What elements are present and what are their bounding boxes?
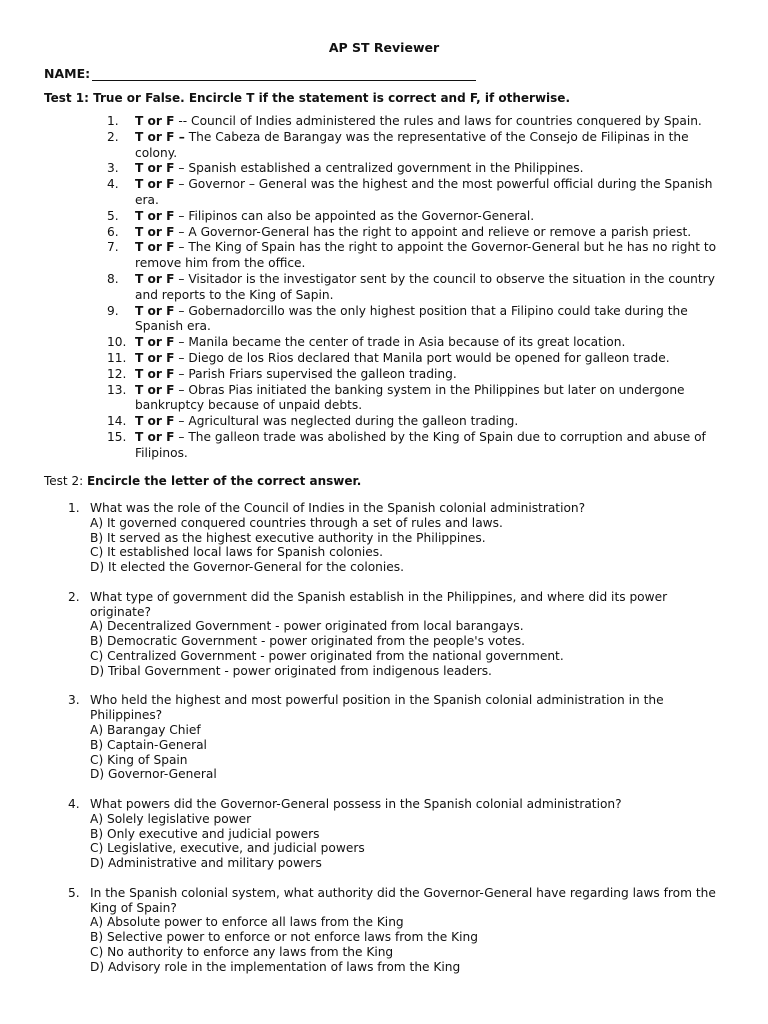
- test2-list: [44, 501, 724, 989]
- answer-choice[interactable]: C) Legislative, executive, and judicial powers: [90, 841, 365, 856]
- test1-heading: Test 1: True or False. Encircle T if the statement is correct and F, if otherwise.: [44, 91, 571, 105]
- true-false-choice[interactable]: T or F: [135, 366, 175, 381]
- true-false-choice[interactable]: T or F: [135, 177, 175, 192]
- answer-choice[interactable]: D) It elected the Governor-General for the colonies.: [90, 560, 405, 575]
- tf-item: [44, 177, 724, 209]
- true-false-choice[interactable]: T or F: [135, 208, 175, 223]
- tf-item-number: 8.: [107, 271, 119, 286]
- question-item: [44, 590, 724, 679]
- answer-choice[interactable]: B) Selective power to enforce or not enforce laws from the King: [90, 930, 478, 945]
- tf-item: [44, 304, 724, 336]
- answer-choice[interactable]: B) It served as the highest executive authority in the Philippines.: [90, 530, 486, 545]
- tf-statement: -- Council of Indies administered the rules and laws for countries conquered by Spain.: [174, 114, 702, 128]
- answer-choice[interactable]: B) Captain-General: [90, 737, 207, 752]
- tf-item: [44, 225, 724, 241]
- answer-choice[interactable]: D) Governor-General: [90, 767, 217, 782]
- true-false-choice[interactable]: T or F: [135, 303, 175, 318]
- question-number: 2.: [68, 589, 80, 604]
- question-number: 5.: [68, 885, 80, 900]
- tf-statement: – A Governor-General has the right to appoint and relieve or remove a parish priest.: [174, 224, 692, 239]
- tf-statement: – Filipinos can also be appointed as the Governor-General.: [174, 208, 535, 223]
- true-false-choice[interactable]: T or F: [135, 114, 175, 128]
- answer-choice[interactable]: A) Barangay Chief: [90, 722, 201, 737]
- answer-choice[interactable]: C) No authority to enforce any laws from the King: [90, 944, 394, 959]
- answer-choice[interactable]: D) Tribal Government - power originated from indigenous leaders.: [90, 663, 492, 678]
- question-text: What type of government did the Spanish establish in the Philippines, and where did its power originate?: [90, 589, 668, 619]
- name-blank-line[interactable]: [92, 67, 476, 81]
- answer-choice[interactable]: C) It established local laws for Spanish colonies.: [90, 545, 383, 560]
- tf-statement: – Spanish established a centralized government in the Philippines.: [174, 161, 584, 176]
- answer-choice[interactable]: C) Centralized Government - power originated from the national government.: [90, 648, 564, 663]
- tf-item: [44, 272, 724, 304]
- test1-list: [44, 114, 724, 462]
- answer-choice[interactable]: A) It governed conquered countries through a set of rules and laws.: [90, 515, 503, 530]
- tf-statement: – Obras Pias initiated the banking system in the Philippines but later on undergone bankruptcy because of unpaid debts.: [135, 382, 685, 413]
- tf-item: [44, 430, 724, 462]
- tf-item-number: 4.: [107, 177, 119, 192]
- page-title: AP ST Reviewer: [328, 40, 440, 55]
- answer-choice[interactable]: A) Absolute power to enforce all laws from the King: [90, 915, 404, 930]
- question-item: [44, 501, 724, 575]
- true-false-choice[interactable]: T or F: [135, 350, 175, 365]
- tf-statement: – Parish Friars supervised the galleon trading.: [174, 366, 457, 381]
- question-item: [44, 797, 724, 871]
- tf-item: [44, 209, 724, 225]
- tf-item-number: 5.: [107, 208, 119, 223]
- question-text: In the Spanish colonial system, what authority did the Governor-General have regarding laws from the King of Spain?: [90, 885, 716, 915]
- answer-choice[interactable]: B) Only executive and judicial powers: [90, 826, 320, 841]
- tf-item: [44, 161, 724, 177]
- question-number: 3.: [68, 693, 80, 708]
- tf-item-number: 15.: [107, 429, 127, 444]
- question-text: What was the role of the Council of Indies in the Spanish colonial administration?: [90, 501, 586, 515]
- tf-item: [44, 130, 724, 162]
- test2-heading-prefix: Test 2:: [44, 474, 87, 488]
- answer-choice[interactable]: A) Decentralized Government - power originated from local barangays.: [90, 619, 524, 634]
- tf-item: [44, 351, 724, 367]
- tf-item-number: 11.: [107, 350, 127, 365]
- tf-item-number: 2.: [107, 129, 119, 144]
- tf-item-number: 7.: [107, 240, 119, 255]
- answer-choice[interactable]: B) Democratic Government - power originated from the people's votes.: [90, 634, 526, 649]
- question-text: Who held the highest and most powerful position in the Spanish colonial administration in the Philippines?: [90, 693, 664, 723]
- tf-statement: The Cabeza de Barangay was the representative of the Consejo de Filipinas in the colony.: [135, 129, 689, 160]
- tf-statement: – Diego de los Rios declared that Manila port would be opened for galleon trade.: [174, 350, 670, 365]
- name-field: [44, 66, 476, 81]
- tf-item-number: 12.: [107, 366, 127, 381]
- tf-item: [44, 367, 724, 383]
- tf-item-number: 10.: [107, 335, 127, 350]
- tf-statement: – Manila became the center of trade in Asia because of its great location.: [174, 335, 626, 350]
- answer-choice[interactable]: C) King of Spain: [90, 752, 188, 767]
- tf-statement: – The galleon trade was abolished by the King of Spain due to corruption and abuse of Filipinos.: [135, 429, 706, 460]
- tf-item-number: 3.: [107, 161, 119, 176]
- tf-item-number: 9.: [107, 303, 119, 318]
- true-false-choice[interactable]: T or F: [135, 335, 175, 350]
- tf-item: [44, 240, 724, 272]
- tf-item-number: 13.: [107, 382, 127, 397]
- tf-statement: – Gobernadorcillo was the only highest position that a Filipino could take during the Spanish era.: [135, 303, 688, 334]
- test2-heading: [44, 474, 361, 488]
- question-number: 1.: [68, 501, 80, 515]
- test2-heading-instruction: Encircle the letter of the correct answer.: [86, 474, 362, 488]
- tf-item: [44, 414, 724, 430]
- tf-item: [44, 383, 724, 415]
- tf-item-number: 1.: [107, 114, 119, 128]
- question-text: What powers did the Governor-General possess in the Spanish colonial administration?: [90, 796, 622, 811]
- answer-choice[interactable]: D) Advisory role in the implementation of laws from the King: [90, 959, 461, 974]
- tf-item-number: 6.: [107, 224, 119, 239]
- true-false-choice[interactable]: T or F: [135, 414, 175, 429]
- true-false-choice[interactable]: T or F: [135, 429, 175, 444]
- answer-choice[interactable]: A) Solely legislative power: [90, 811, 252, 826]
- name-label: NAME:: [44, 66, 91, 81]
- tf-item-number: 14.: [107, 414, 127, 429]
- tf-statement: – The King of Spain has the right to appoint the Governor-General but he has no right to remove him from the office.: [135, 240, 717, 271]
- tf-statement: – Visitador is the investigator sent by the council to observe the situation in the country and reports to the King of Sapin.: [135, 271, 715, 302]
- true-false-choice[interactable]: T or F –: [135, 129, 185, 144]
- tf-statement: – Governor – General was the highest and the most powerful official during the Spanish era.: [135, 177, 713, 207]
- true-false-choice[interactable]: T or F: [135, 224, 175, 239]
- question-item: [44, 886, 724, 975]
- question-item: [44, 693, 724, 782]
- tf-item: [44, 114, 724, 130]
- question-number: 4.: [68, 796, 80, 811]
- tf-statement: – Agricultural was neglected during the galleon trading.: [174, 414, 519, 429]
- true-false-choice[interactable]: T or F: [135, 240, 175, 255]
- answer-choice[interactable]: D) Administrative and military powers: [90, 856, 322, 871]
- true-false-choice[interactable]: T or F: [135, 382, 175, 397]
- true-false-choice[interactable]: T or F: [135, 271, 175, 286]
- true-false-choice[interactable]: T or F: [135, 161, 175, 176]
- tf-item: [44, 335, 724, 351]
